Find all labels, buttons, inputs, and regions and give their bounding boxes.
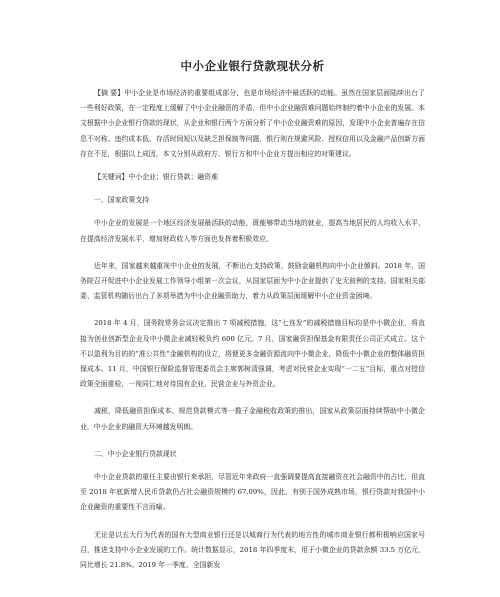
paragraph: 减税、降低融资担保成本、规范贷款模式等一揽子金融税收政策的推出，国家从政策层面持续帮助中小微企业，中小企业的融资大环境越发明朗。 bbox=[80, 407, 425, 431]
abstract: 【摘 要】中小企业是市场经济的重要组成部分，也是市场经济中最活跃的动能。虽然在国家层面陆续出台了一些利好政策，在一定程度上缓解了中小企业融资的矛盾，但中小企业融资难问题始终制约着中小企业的发展。本文根据中小企业银行贷款的现状，从企业和银行两个方面分析了中小企业融资难的原因，发现中小企业普遍存在信息不对称、违约成本低、存活时间短以及缺乏担保制等问题，银行则在规避风险、授权信用以及金融产品创新方面存在不足，根据以上成因，本文分别从政府方、银行方和中小企业方提出相应的对策建议。 bbox=[80, 89, 425, 158]
document-title: 中小企业银行贷款现状分析 bbox=[180, 59, 325, 73]
paragraph: 中小企业的发展是一个地区经济发展最活跃的动能，既能够带动当地的就业，提高当地居民的人均收入水平，在提高经济发展水平，增加财政收入等方面也发挥着积极效应。 bbox=[80, 219, 425, 243]
section-heading-policy: 一、国家政策支持 bbox=[94, 196, 150, 205]
document-page bbox=[80, 58, 425, 573]
paragraph: 2018 年 4 月，国务院常务会议决定推出 7 项减税措施，这“七连发”的减税措施目标均是中小微企业，将直接为创业创新型企业及中小微企业减轻税负约 600 亿元。7 月，国家融资担保基金有限责任公司正式成立。这个不以盈利为目的的“准公共性”金融机构的设立，将便更多金融资源流向中小微企业，降低中小微企业的整体融资担保成本。11 月，中国银行保险监督管理委员会主席郭树清强调，考虑对民营企业实现“一二五”目标，重点对授信政策全面重检，一视同仁地对待国有企业、民营企业与外资企业。 bbox=[80, 319, 425, 389]
paragraph: 无论是以五大行为代表的国有大型商业银行还是以城商行为代表的地方性的城市商业银行都积极响应国家号召，推进支持中小企业发展的工作。统计数据显示，2018 年四季度末，用于小微企业的贷款余额 33.5 万亿元，同比增长 21.8%。2019 年一季度，全国新发 bbox=[80, 530, 425, 570]
paragraph: 中小企业贷款的重任主要由银行来承担，尽管近年来政府一直强调要提高直接融资在社会融资中的占比，但直至 2018 年底新增人民币贷款仍占社会融资规模约 67.09%，因此，有别于国外成熟市场，银行贷款对我国中小企业融资的重要性不言而喻。 bbox=[80, 473, 425, 512]
section-heading-loan-status: 二、中小企业银行贷款现状 bbox=[94, 449, 177, 458]
paragraph: 近年来，国家越来越重视中小企业的发展，不断出台支持政策，鼓励金融机构向中小企业倾斜。2018 年，国务院召开促进中小企业发展工作领导小组第一次会议，从国家层面为中小企业提供了史无前例的支持。国家相关部委、监管机构随后出台了多项举措为中小企业融资助力，着力从政策层面缓解中小企业资金困境。 bbox=[80, 261, 425, 301]
keywords: 【关键词】中小企业；银行贷款；融资难 bbox=[94, 173, 219, 182]
